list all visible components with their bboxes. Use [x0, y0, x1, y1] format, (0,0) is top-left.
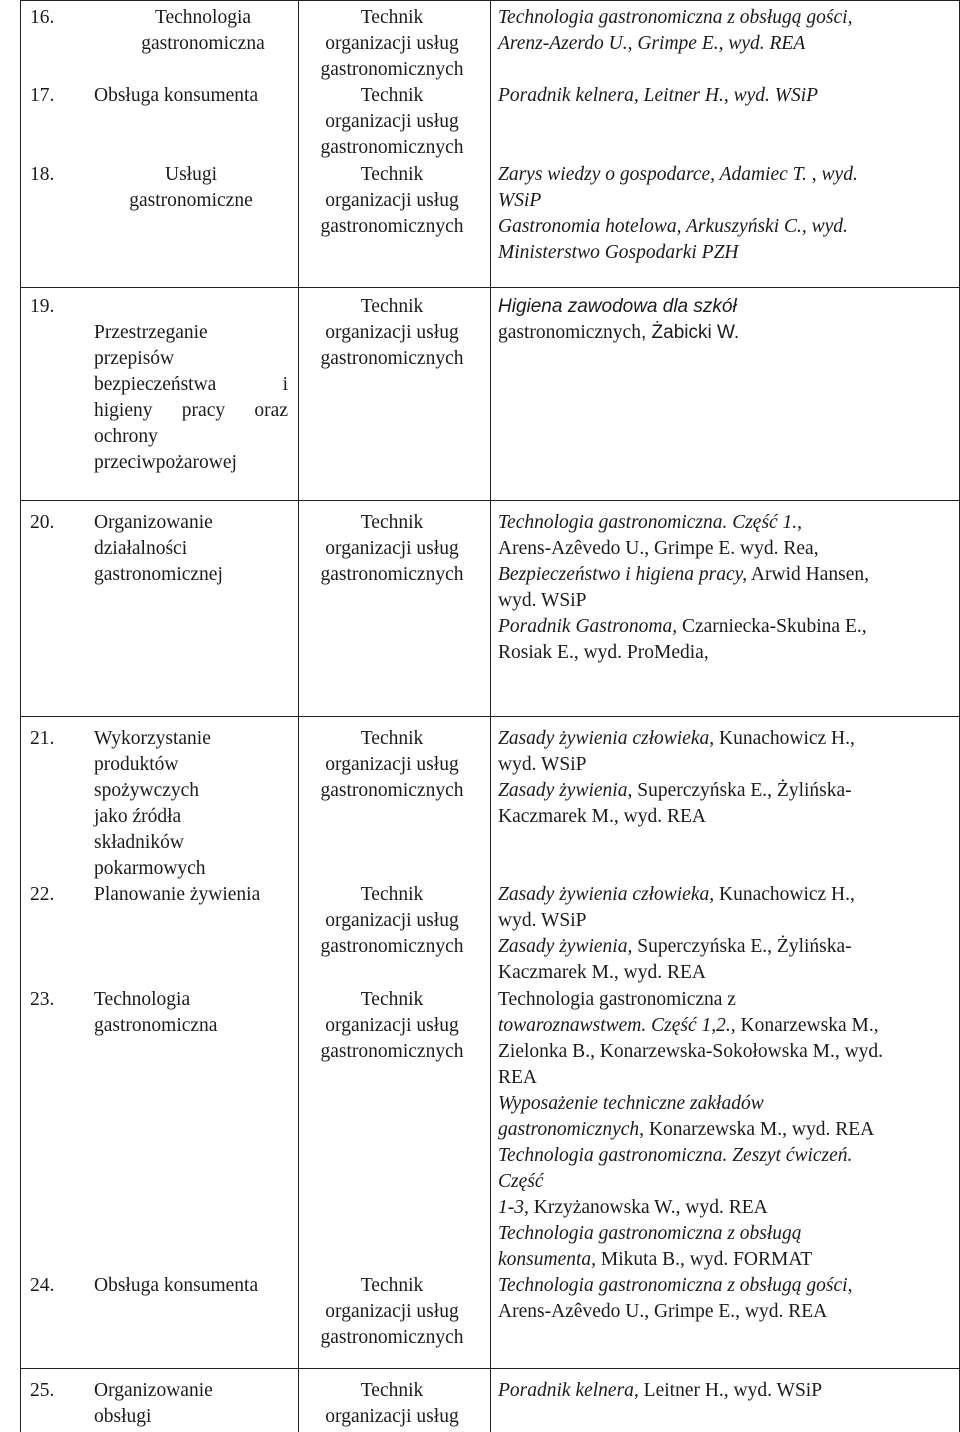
- subject-line: gastronomiczne: [129, 190, 253, 211]
- literature-cell: [498, 5, 943, 57]
- literature-line: Technologia gastronomiczna z obsługą: [498, 1223, 802, 1244]
- profession-cell: [292, 726, 492, 804]
- row-number: 21.: [30, 728, 55, 749]
- subject-line: przeciwpożarowej: [94, 452, 237, 473]
- literature-line: Zasady żywienia, Superczyńska E., Żylińska-: [498, 780, 852, 801]
- row-number: 25.: [30, 1380, 55, 1401]
- literature-line: Poradnik kelnera, Leitner H., wyd. WSiP: [498, 1380, 823, 1401]
- subject-line: składników: [94, 832, 184, 853]
- literature-line: Technologia gastronomiczna. Zeszyt ćwiczeń.: [498, 1145, 853, 1166]
- profession-cell: [292, 1378, 492, 1430]
- subject-line: Przestrzeganie: [94, 322, 208, 343]
- profession-cell: [292, 987, 492, 1065]
- profession-line: Technik: [360, 85, 424, 106]
- row-number: 20.: [30, 512, 55, 533]
- subject-line: Obsługa konsumenta: [94, 85, 259, 106]
- profession-line: gastronomicznych: [320, 564, 464, 585]
- literature-line: Zasady żywienia, Superczyńska E., Żylińska-: [498, 936, 852, 957]
- literature-line: 1-3, Krzyżanowska W., wyd. REA: [498, 1197, 768, 1218]
- profession-line: gastronomicznych: [320, 780, 464, 801]
- subject-line: obsługi: [94, 1406, 152, 1427]
- literature-line: Zielonka B., Konarzewska-Sokołowska M., wyd.: [498, 1041, 884, 1062]
- subject-cell: [94, 1273, 294, 1299]
- literature-line: Część: [498, 1171, 544, 1192]
- literature-cell: [498, 162, 943, 266]
- profession-cell: [292, 5, 492, 83]
- row-separator: [20, 500, 959, 501]
- subject-cell: [94, 987, 288, 1039]
- literature-line: Zasady żywienia człowieka, Kunachowicz H.,: [498, 728, 855, 749]
- literature-line: Poradnik Gastronoma, Czarniecka-Skubina E.,: [498, 616, 867, 637]
- profession-line: Technik: [360, 884, 424, 905]
- profession-line: Technik: [360, 728, 424, 749]
- profession-cell: [292, 294, 492, 372]
- profession-line: organizacji usług: [325, 538, 459, 559]
- profession-line: gastronomicznych: [320, 59, 464, 80]
- row-number: 19.: [30, 296, 55, 317]
- profession-line: gastronomicznych: [320, 348, 464, 369]
- literature-cell: [498, 294, 943, 346]
- subject-line: Technologia: [94, 989, 191, 1010]
- profession-cell: [292, 510, 492, 588]
- literature-line: wyd. WSiP: [498, 754, 587, 775]
- subject-cell: [94, 882, 294, 908]
- subject-line: Wykorzystanie: [94, 728, 211, 749]
- row-number: 16.: [30, 7, 55, 28]
- subject-line: ochrony: [94, 426, 158, 447]
- subject-line: Obsługa konsumenta: [94, 1275, 259, 1296]
- literature-line: Kaczmarek M., wyd. REA: [498, 806, 706, 827]
- literature-line: wyd. WSiP: [498, 590, 587, 611]
- profession-line: Technik: [360, 296, 424, 317]
- profession-line: organizacji usług: [325, 1406, 459, 1427]
- profession-line: gastronomicznych: [320, 936, 464, 957]
- literature-line: Arens-Azêvedo U., Grimpe E., wyd. REA: [498, 1301, 828, 1322]
- profession-line: Technik: [360, 512, 424, 533]
- literature-line: Rosiak E., wyd. ProMedia,: [498, 642, 709, 663]
- profession-line: gastronomicznych: [320, 216, 464, 237]
- subject-line: działalności: [94, 538, 188, 559]
- literature-line: konsumenta, Mikuta B., wyd. FORMAT: [498, 1249, 813, 1270]
- subject-cell: [94, 510, 288, 588]
- subject-cell: [94, 726, 288, 882]
- literature-line: Ministerstwo Gospodarki PZH: [498, 242, 739, 263]
- literature-line: Zasady żywienia człowieka, Kunachowicz H.,: [498, 884, 855, 905]
- literature-cell: [498, 882, 943, 986]
- profession-line: organizacji usług: [325, 190, 459, 211]
- literature-line: Technologia gastronomiczna z obsługą gości,: [498, 1275, 853, 1296]
- subject-line: pokarmowych: [94, 858, 206, 879]
- profession-line: organizacji usług: [325, 33, 459, 54]
- profession-line: organizacji usług: [325, 322, 459, 343]
- subject-cell: [94, 83, 294, 109]
- row-number: 17.: [30, 85, 55, 106]
- literature-line: towaroznawstwem. Część 1,2., Konarzewska M.,: [498, 1015, 879, 1036]
- literature-line: Kaczmarek M., wyd. REA: [498, 962, 706, 983]
- subject-line: gastronomicznej: [94, 564, 223, 585]
- literature-cell: [498, 83, 943, 109]
- literature-line: Zarys wiedzy o gospodarce, Adamiec T. , wyd.: [498, 164, 858, 185]
- profession-line: Technik: [360, 1380, 424, 1401]
- row-number: 23.: [30, 989, 55, 1010]
- literature-line: Bezpieczeństwo i higiena pracy, Arwid Hansen,: [498, 564, 869, 585]
- subject-line: bezpieczeństwa i: [94, 374, 288, 395]
- row-separator: [20, 0, 959, 1]
- literature-line: Technologia gastronomiczna. Część 1.,: [498, 512, 803, 533]
- literature-line: Higiena zawodowa dla szkół: [498, 296, 737, 317]
- profession-cell: [292, 1273, 492, 1351]
- literature-line: WSiP: [498, 190, 542, 211]
- literature-line: gastronomicznych, Żabicki W.: [498, 322, 740, 343]
- literature-line: wyd. WSiP: [498, 910, 587, 931]
- subject-line: Organizowanie: [94, 1380, 213, 1401]
- literature-cell: [498, 1273, 943, 1325]
- literature-line: Gastronomia hotelowa, Arkuszyński C., wyd.: [498, 216, 848, 237]
- literature-cell: [498, 726, 943, 830]
- subject-line: gastronomiczna: [94, 1015, 218, 1036]
- subject-cell: [94, 162, 288, 214]
- profession-line: organizacji usług: [325, 111, 459, 132]
- row-number: 22.: [30, 884, 55, 905]
- literature-line: Arens-Azêvedo U., Grimpe E. wyd. Rea,: [498, 538, 819, 559]
- profession-line: Technik: [360, 1275, 424, 1296]
- row-number: 18.: [30, 164, 55, 185]
- literature-line: REA: [498, 1067, 537, 1088]
- subject-cell: [94, 320, 288, 476]
- profession-line: gastronomicznych: [320, 1327, 464, 1348]
- literature-line: Arenz-Azerdo U., Grimpe E., wyd. REA: [498, 33, 806, 54]
- subject-line: Technologia: [154, 7, 252, 28]
- literature-cell: [498, 1378, 943, 1404]
- literature-line: Technologia gastronomiczna z obsługą gości,: [498, 7, 853, 28]
- profession-line: organizacji usług: [325, 910, 459, 931]
- profession-line: organizacji usług: [325, 1015, 459, 1036]
- row-separator: [20, 1368, 959, 1369]
- subject-line: Planowanie żywienia: [94, 884, 261, 905]
- profession-line: Technik: [360, 7, 424, 28]
- profession-line: gastronomicznych: [320, 1041, 464, 1062]
- subject-cell: [118, 5, 288, 57]
- row-separator: [20, 287, 959, 288]
- subject-line: spożywczych: [94, 780, 200, 801]
- subject-line: Organizowanie: [94, 512, 213, 533]
- subject-cell: [94, 1378, 288, 1430]
- profession-line: organizacji usług: [325, 1301, 459, 1322]
- subject-line: jako źródła: [94, 806, 182, 827]
- profession-cell: [292, 162, 492, 240]
- subject-line: Usługi: [164, 164, 217, 185]
- subject-line: produktów: [94, 754, 179, 775]
- literature-cell: [498, 510, 943, 666]
- literature-line: gastronomicznych, Konarzewska M., wyd. REA: [498, 1119, 875, 1140]
- subject-line: przepisów: [94, 348, 175, 369]
- literature-line: Wyposażenie techniczne zakładów: [498, 1093, 764, 1114]
- literature-line: Poradnik kelnera, Leitner H., wyd. WSiP: [498, 85, 819, 106]
- row-number: 24.: [30, 1275, 55, 1296]
- subject-line: gastronomiczna: [141, 33, 265, 54]
- literature-cell: [498, 987, 943, 1273]
- profession-line: Technik: [360, 164, 424, 185]
- profession-line: organizacji usług: [325, 754, 459, 775]
- profession-line: Technik: [360, 989, 424, 1010]
- profession-cell: [292, 83, 492, 161]
- profession-cell: [292, 882, 492, 960]
- row-separator: [20, 716, 959, 717]
- profession-line: gastronomicznych: [320, 137, 464, 158]
- literature-line: Technologia gastronomiczna z: [498, 989, 736, 1010]
- subject-line: higieny pracy oraz: [94, 400, 288, 421]
